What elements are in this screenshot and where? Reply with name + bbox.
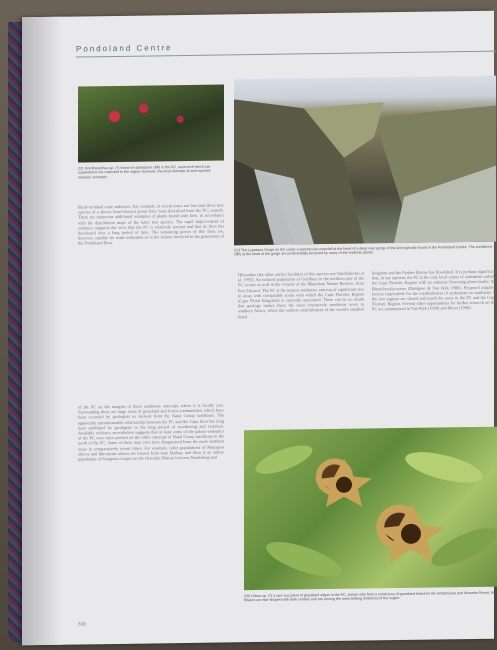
book-page bbox=[22, 11, 497, 646]
page-number: 310 bbox=[78, 622, 86, 628]
body-text-left-lower: of the PC on the margins of these sandstone outcrops, where it is locally rare. Surrounding these are large areas of grassland and forest communities, which have been recorded by geologists as derived from the Natal Group sandstone. The apparently unconformable relationship between the PC and the Cape flora has long been attributed by geologists to the long period of weathering and isolation. Available evidence nevertheless suggests that at least some of the palaeo-endemics of the PC were once present on the other outcrops of Natal Group sandstone to the north of the PC. Some of these may even have disappeared from the more northern areas in comparatively recent times. For example, relict populations of Mayapisa aborea and Mavuyani aborea are known from near Durban, and there is an outlier population of Stangeria eriopus on the Ozwatini Plateau between Noodsberg and bbox=[78, 402, 224, 462]
running-head: Pondoland Centre bbox=[76, 43, 173, 54]
caption-plants: 230 Orbea sp. (?) a rare succulent of grassland edges in the PC, known only from a small area of grassland between the Umtamvuna and Mzamba Rivers; the flowers are star-shaped with dark centres and are among the most striking endemics of the region. bbox=[244, 590, 497, 603]
succulent-flowers-photo bbox=[78, 84, 224, 162]
body-text-right: kingdom and the Fynbos Biome has flourished. It is perhaps significant that, in our opinion, the PC is the only local centre of endemism outside the Cape Floristic Region with an endemic flowering plant family, the Rhynchocalycaceae (Dahlgren & Van Wyk 1988). Proposed adaptive factors responsible for the establishment of endemism on sandstone in the two regions are shared and much the same in the PC and the Cape Floristic Region. Several other opportunities for further research on the PC are summarized in Van Wyk (1990) and Meier (1998). bbox=[372, 268, 496, 312]
gorge-illustration bbox=[234, 76, 496, 246]
stapeliad-flowers-photo bbox=[244, 427, 497, 591]
body-text-left: likely terminal zone endemics. For example, in recent years not less than three new species of a showy lesser-known genus have been described from the PC, namely. There are numerous additional examples of plants found only here, in accordance with the distribution maps of the latter two species. The rapid improvement of evidence supports the view that the PC is relatively ancient and that its flora has developed over a long period of time. The remaining pieces of this flora are, however, suitable for some indication as to the factors involved in the generation of the Pondoland flora. bbox=[78, 202, 224, 246]
plants-illustration bbox=[244, 427, 497, 591]
caption-gorge: 213 The Lupatana Gorge on the coast; a spectacular waterfall at the head of a deep river gorge of the kind typically found in the Pondoland Centre. The sandstone cliffs at the head of the gorge are preferentially favoured by many of the endemic plants. bbox=[234, 244, 493, 257]
body-text-middle: Hilwesdae (for other outlier localities of this species see Vanderlinden et al. 1993). An isolated population of Gelidium in the northern part of the PC occurs as well in the vicinity of the Mkambati Nature Reserve, from Port Edward. The PC is the nearest sandstone outcrop of significant size to areas with comparable rocks with which the Cape Floristic Region (Cape Floral Kingdom) is currently associated. There can be no doubt that geology makes these the most extensively sandstone areas in southern Africa, where the earliest establishment of the world's smallest floral bbox=[238, 270, 364, 319]
gorge-waterfall-photo bbox=[234, 76, 496, 246]
caption-flowers: 211 Dorotheanthus sp. (?) found on sandstone cliffs in the PC, several of which are suspected to be restricted to the region; however, the local diversity of such species remains uncertain. bbox=[78, 164, 211, 180]
